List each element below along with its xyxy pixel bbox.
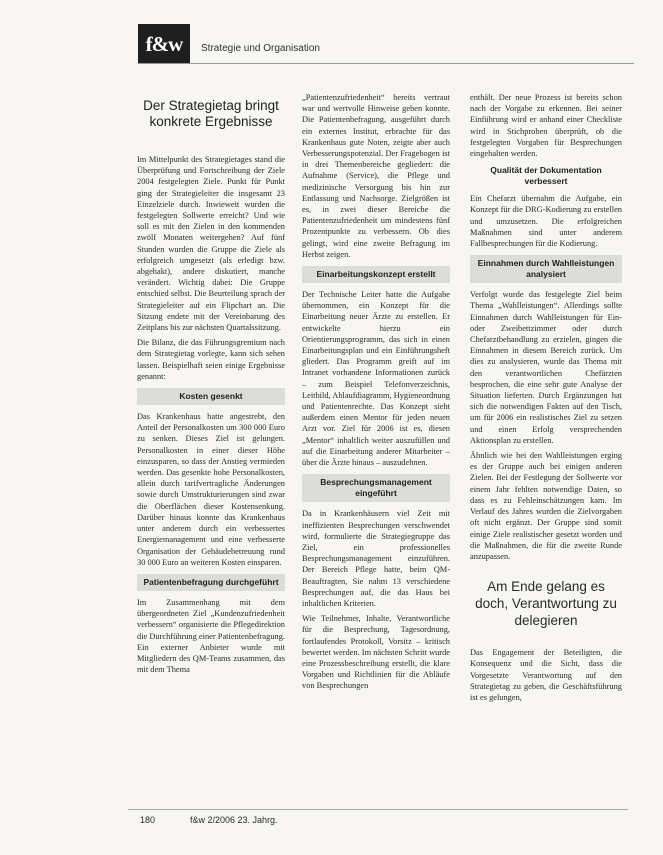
paragraph: Verfolgt wurde das festgelegte Ziel beim Thema „Wahlleistungen“. Allerdings sollte Einnahmen durch Wahlleistungen für Ein- oder Zweibettzimmer oder durch Chefarztbehandlung zu erzielen, gingen die Einnahmen in diesem Bereich zurück. Um dies zu analysieren, wurde das Thema mit den verantwortlichen Chefärzten besprochen, die eine sehr gute Analyse der Situation lieferten. Durch Ergänzungen hat sich die notwendigen Fakten auf den Tisch, um für 2006 ein realistisches Ziel zu setzen und einen Erfolg versprechenden Aktionsplan zu erstellen. <box>470 290 622 445</box>
page-number: 180 <box>140 815 156 825</box>
section-label: Strategie und Organisation <box>201 43 320 54</box>
issue-info: f&w 2/2006 23. Jahrg. <box>190 815 278 825</box>
paragraph: Das Engagement der Beteiligten, die Konsequenz und die Sicht, dass die Vorgesetzte Verantwortung auf den Strategietag zu geben, die Geschäftsführung ist es gelungen, <box>470 648 622 702</box>
column-2 <box>302 92 450 797</box>
paragraph: Ein Chefarzt übernahm die Aufgabe, ein Konzept für die DRG-Kodierung zu erstellen und umzusetzen. Die erfolgreichen Maßnahmen sind unter anderem Fallbesprechungen für die Kodierung. <box>470 194 622 249</box>
paragraph: Im Mittelpunkt des Strategietages stand die Überprüfung und Fortschreibung der Ziele 2004 festgelegten Ziele. Punkt für Punkt ging der Strategieleiter die insgesamt 23 Einzelziele durch. Inwieweit wurden die festgelegten Sollwerte erreicht? Und wie soll es mit den Zielen in den kommenden zwölf Monaten weitergehen? Auf fünf Stunden wurden die Gruppe die Ziele als erfolgreich umgesetzt (als erledigt bzw. abgehakt), andere diskutiert, manche verändert. Wichtig dabei: Die Gruppe entschied selbst. Die Beurteilung sprach der Strategieleiter auf ein Flipchart an. Die Sitzung endete mit der Vereinbarung des Zeitplans bis zur nächsten Quartalssitzung. <box>137 155 285 333</box>
paragraph: Wie Teilnehmer, Inhalte, Verantwortliche für die Besprechung, Tagesordnung, fortlaufendes Protokoll, Vorsitz – kritisch bewertet werden. Im nächsten Schritt wurde eine Prozessbeschreibung erstellt, die klare Vorgaben und Richtlinien für die Abläufe von Besprechungen <box>302 614 450 691</box>
subheading-einarbeitung: Einarbeitungskonzept erstellt <box>302 266 450 283</box>
subheading-besprechungsmanagement: Besprechungsmanagement eingeführt <box>302 474 450 502</box>
paragraph: enthält. Der neue Prozess ist bereits schon nach der Vorgabe zu erkennen. Bei seiner Einführung wird er anhand einer Checkliste wird in Stichproben überprüft, ob die festgelegten Vorgaben für Besprechungen eingehalten werden. <box>470 93 622 159</box>
paragraph: Da in Krankenhäusern viel Zeit mit ineffizienten Besprechungen verschwendet wird, formulierte die Strategiegruppe das Ziel, ein professionelles Besprechungsmanagement einzuführen. Der Bereich Pflege hatte, beim QM-Beauftragten, Sie nahm 13 verschiedene Besprechungen auf, die das Haus bei inhaltlichen Kriterien. <box>302 509 450 608</box>
subheading-wahlleistungen: Einnahmen durch Wahlleistungen analysiert <box>470 255 622 283</box>
magazine-logo: f&w <box>138 24 190 64</box>
header-rule <box>138 63 634 64</box>
paragraph: „Patientenzufriedenheit“ bereits vertraut war und wertvolle Hinweise geben konnte. Die Patientenbefragung, ausgeführt durch ein externes Institut, erbrachte für das Krankenhaus gute Noten, zeigte aber auch Verbesserungspotenzial. Der Fragebogen ist in drei Themenbereiche gegliedert: die Aufnahme (Service), die Pflege und medizinische Versorgung bis hin zur Entlassung und Nachsorge. Zielgrößen ist es, in zwei dieser Bereiche die Patientenzufriedenheit um mindestens fünf Prozentpunkte zu verbessern. Ob dies gelingt, wird eine zweite Befragung im Herbst zeigen. <box>302 93 450 259</box>
subheading-patientenbefragung: Patientenbefragung durchgeführt <box>137 574 285 591</box>
paragraph: Das Krankenhaus hatte angestrebt, den Anteil der Personalkosten um 300 000 Euro zu senken. Dieses Ziel ist gelungen. Personalkosten in einer dieser Höhe einzusparen, so dass der Anstieg vermieden werden. Das gesenkte hohe Personalkosten, allein durch tarifvertragliche Änderungen sowie durch Umstrukturierungen sind zwar die Oberflächen dieser Kostensenkung. Darüber hinaus konnte das Krankenhaus unter anderem durch ein verbessertes Energiemanagement und eine verbesserte Organisation der Gebäudebetreuung rund 30 000 Euro an weiteren Kosten einsparen. <box>137 412 285 567</box>
subheading-dokumentation: Qualität der Dokumentation verbessert <box>490 165 602 187</box>
subheading-kosten: Kosten gesenkt <box>137 388 285 405</box>
column-3 <box>470 92 622 797</box>
footer-rule <box>128 809 628 810</box>
paragraph: Der Technische Leiter hatte die Aufgabe übernommen, ein Konzept für die Einarbeitung neuer Ärzte zu erstellen. Er entwickelte hierzu ein Orientierungsprogramm, das sich in einen Einarbeitungsplan und ein Einführungsheft gliedert. Das Programm greift auf im Intranet vorhandene Informationen zurück – zum Beispiel Telefonverzeichnis, Leitbild, Ablaufdiagramm, Hygieneordnung und Patientenrechte. Das Konzept sieht außerdem einen Mentor für jeden neuen Arzt vor. Ziel für 2006 ist es, diesen „Mentor“ inhaltlich weiter auszufüllen und auf die Einarbeitung anderer Mitarbeiter – über die Ärzte hinaus – auszudehnen. <box>302 290 450 468</box>
paragraph: Ähnlich wie bei den Wahlleistungen erging es der Gruppe auch bei einigen anderen Zielen. Bei der Festlegung der Sollwerte vor einem Jahr fehlten notwendige Daten, so dass es zu Fehleinschätzungen kam. Im Verlauf des Jahres wurden die Zielvorgaben oft nicht ergänzt. Der Gruppe sind somit einige Ziele realistischer gesetzt worden und die Maßnahmen, die für die zweite Runde anzupassen. <box>470 451 622 561</box>
column-1 <box>137 94 285 799</box>
pull-quote: Am Ende gelang es doch, Verantwortung zu delegieren <box>475 579 617 629</box>
paragraph: Im Zusammenhang mit dem übergeordneten Ziel „Kundenzufriedenheit verbessern“ organisierte die Pflegedirektion die Durchführung einer Patientenbefragung. Ein externer Anbieter wurde mit Mitgliedern des QM-Teams zusammen, das mit dem Thema <box>137 597 285 675</box>
paragraph: Die Bilanz, die das Führungsgremium nach dem Strategietag vorlegte, kann sich sehen lassen. Beispielhaft seien einige Ergebnisse genannt: <box>137 338 285 381</box>
article-title: Der Strategietag bringt konkrete Ergebnisse <box>143 98 279 129</box>
